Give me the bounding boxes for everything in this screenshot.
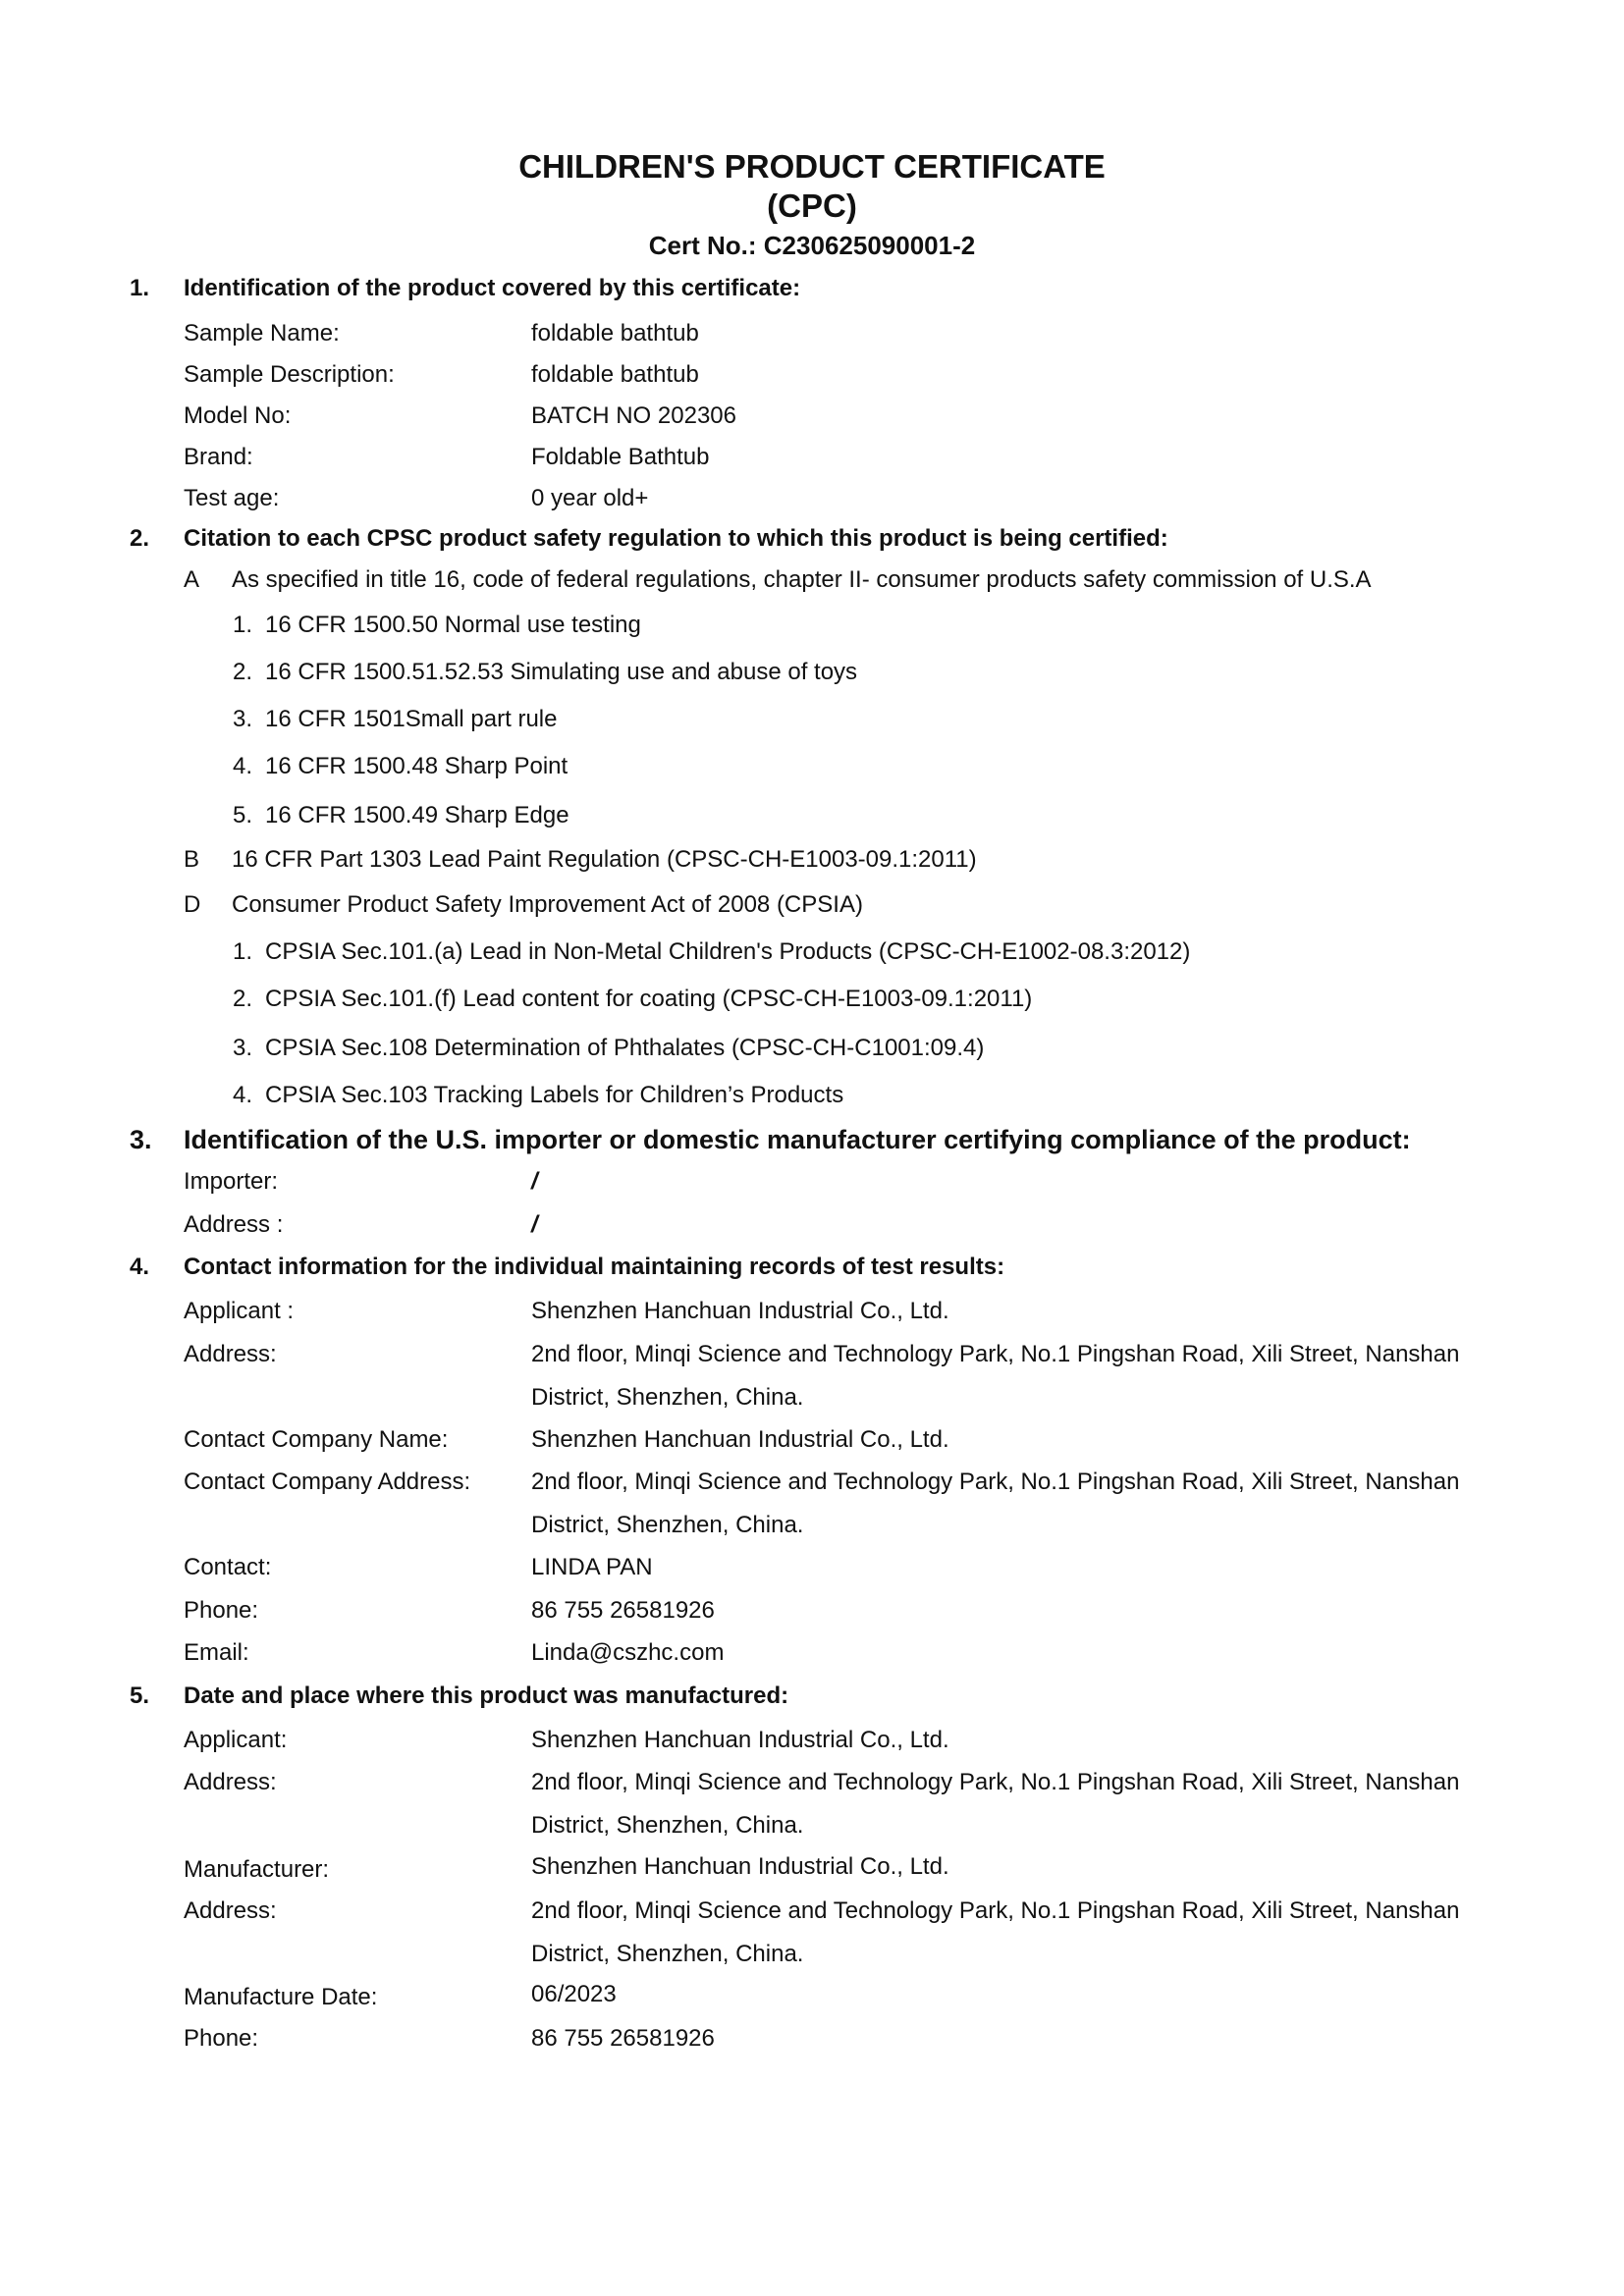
field-value: 06/2023 bbox=[531, 1981, 617, 2007]
field-label: Model No: bbox=[184, 402, 292, 429]
field-value: Shenzhen Hanchuan Industrial Co., Ltd. bbox=[531, 1298, 949, 1324]
field-label: Manufacturer: bbox=[184, 1856, 330, 1883]
list-number: 2. bbox=[233, 986, 253, 1012]
field-value: / bbox=[531, 1211, 538, 1238]
field-label: Manufacture Date: bbox=[184, 1984, 378, 2010]
list-item: 16 CFR 1500.49 Sharp Edge bbox=[265, 802, 569, 828]
list-number: 1. bbox=[233, 612, 253, 638]
page-title: CHILDREN'S PRODUCT CERTIFICATE bbox=[518, 148, 1106, 185]
list-item: 16 CFR 1500.50 Normal use testing bbox=[265, 612, 641, 638]
field-label: Address : bbox=[184, 1211, 284, 1238]
section-heading: Identification of the product covered by this certificate: bbox=[184, 275, 801, 301]
field-value: Shenzhen Hanchuan Industrial Co., Ltd. bbox=[531, 1727, 949, 1753]
field-value: 86 755 26581926 bbox=[531, 2025, 715, 2052]
list-number: 1. bbox=[233, 938, 253, 965]
field-value: 2nd floor, Minqi Science and Technology Park, No.1 Pingshan Road, Xili Street, Nanshan District, Shenzhen, China. bbox=[531, 1468, 1460, 1538]
section-heading: Contact information for the individual maintaining records of test results: bbox=[184, 1254, 1005, 1280]
list-item: CPSIA Sec.103 Tracking Labels for Children’s Products bbox=[265, 1082, 844, 1108]
page-subtitle: (CPC) bbox=[767, 187, 857, 224]
field-value: 0 year old+ bbox=[531, 485, 649, 511]
field-label: Sample Description: bbox=[184, 361, 395, 388]
field-label: Brand: bbox=[184, 444, 253, 470]
field-value: / bbox=[531, 1168, 538, 1195]
list-number: 5. bbox=[233, 802, 253, 828]
section-heading: Date and place where this product was manufactured: bbox=[184, 1682, 789, 1709]
section-heading: Citation to each CPSC product safety regulation to which this product is being certified: bbox=[184, 525, 1168, 552]
list-number: 2. bbox=[233, 659, 253, 685]
field-label: Applicant : bbox=[184, 1298, 295, 1324]
field-value: Foldable Bathtub bbox=[531, 444, 710, 470]
section-number: 1. bbox=[130, 275, 150, 301]
field-value: foldable bathtub bbox=[531, 361, 699, 388]
field-value: Shenzhen Hanchuan Industrial Co., Ltd. bbox=[531, 1426, 949, 1453]
list-number: 3. bbox=[233, 1035, 253, 1061]
list-item: 16 CFR 1501Small part rule bbox=[265, 706, 558, 732]
field-label: Address: bbox=[184, 1341, 277, 1367]
list-number: 3. bbox=[233, 706, 253, 732]
field-value: 2nd floor, Minqi Science and Technology Park, No.1 Pingshan Road, Xili Street, Nanshan District, Shenzhen, China. bbox=[531, 1341, 1460, 1411]
field-label: Contact Company Address: bbox=[184, 1468, 471, 1495]
clause-letter: D bbox=[184, 891, 201, 918]
email-value[interactable]: Linda@cszhc.com bbox=[531, 1639, 725, 1666]
field-label: Phone: bbox=[184, 2025, 259, 2052]
clause-text: 16 CFR Part 1303 Lead Paint Regulation (CPSC-CH-E1003-09.1:2011) bbox=[232, 846, 977, 873]
field-label: Email: bbox=[184, 1639, 249, 1666]
section-heading: Identification of the U.S. importer or domestic manufacturer certifying compliance of the product: bbox=[184, 1125, 1411, 1154]
field-label: Test age: bbox=[184, 485, 280, 511]
clause-letter: B bbox=[184, 846, 200, 873]
field-label: Sample Name: bbox=[184, 320, 340, 347]
field-value: 86 755 26581926 bbox=[531, 1597, 715, 1624]
list-item: 16 CFR 1500.51.52.53 Simulating use and abuse of toys bbox=[265, 659, 858, 685]
field-value: foldable bathtub bbox=[531, 320, 699, 347]
field-label: Contact Company Name: bbox=[184, 1426, 449, 1453]
section-number: 4. bbox=[130, 1254, 150, 1280]
field-value: BATCH NO 202306 bbox=[531, 402, 736, 429]
field-label: Contact: bbox=[184, 1554, 272, 1580]
field-value: 2nd floor, Minqi Science and Technology Park, No.1 Pingshan Road, Xili Street, Nanshan District, Shenzhen, China. bbox=[531, 1769, 1460, 1839]
field-label: Phone: bbox=[184, 1597, 259, 1624]
field-value: Shenzhen Hanchuan Industrial Co., Ltd. bbox=[531, 1853, 949, 1880]
field-value: 2nd floor, Minqi Science and Technology Park, No.1 Pingshan Road, Xili Street, Nanshan District, Shenzhen, China. bbox=[531, 1897, 1460, 1967]
field-label: Importer: bbox=[184, 1168, 279, 1195]
field-label: Applicant: bbox=[184, 1727, 288, 1753]
field-label: Address: bbox=[184, 1769, 277, 1795]
clause-letter: A bbox=[184, 566, 200, 593]
section-number: 5. bbox=[130, 1682, 150, 1709]
clause-text: Consumer Product Safety Improvement Act of 2008 (CPSIA) bbox=[232, 891, 863, 918]
list-number: 4. bbox=[233, 1082, 253, 1108]
list-item: CPSIA Sec.101.(f) Lead content for coating (CPSC-CH-E1003-09.1:2011) bbox=[265, 986, 1033, 1012]
section-number: 2. bbox=[130, 525, 150, 552]
clause-text: As specified in title 16, code of federal regulations, chapter II- consumer products safety commission of U.S.A bbox=[232, 566, 1372, 593]
list-item: 16 CFR 1500.48 Sharp Point bbox=[265, 753, 568, 779]
cert-number: Cert No.: C230625090001-2 bbox=[648, 231, 976, 260]
field-value: LINDA PAN bbox=[531, 1554, 653, 1580]
list-number: 4. bbox=[233, 753, 253, 779]
list-item: CPSIA Sec.108 Determination of Phthalates (CPSC-CH-C1001:09.4) bbox=[265, 1035, 985, 1061]
field-label: Address: bbox=[184, 1897, 277, 1924]
section-number: 3. bbox=[130, 1125, 152, 1154]
list-item: CPSIA Sec.101.(a) Lead in Non-Metal Children's Products (CPSC-CH-E1002-08.3:2012) bbox=[265, 938, 1191, 965]
